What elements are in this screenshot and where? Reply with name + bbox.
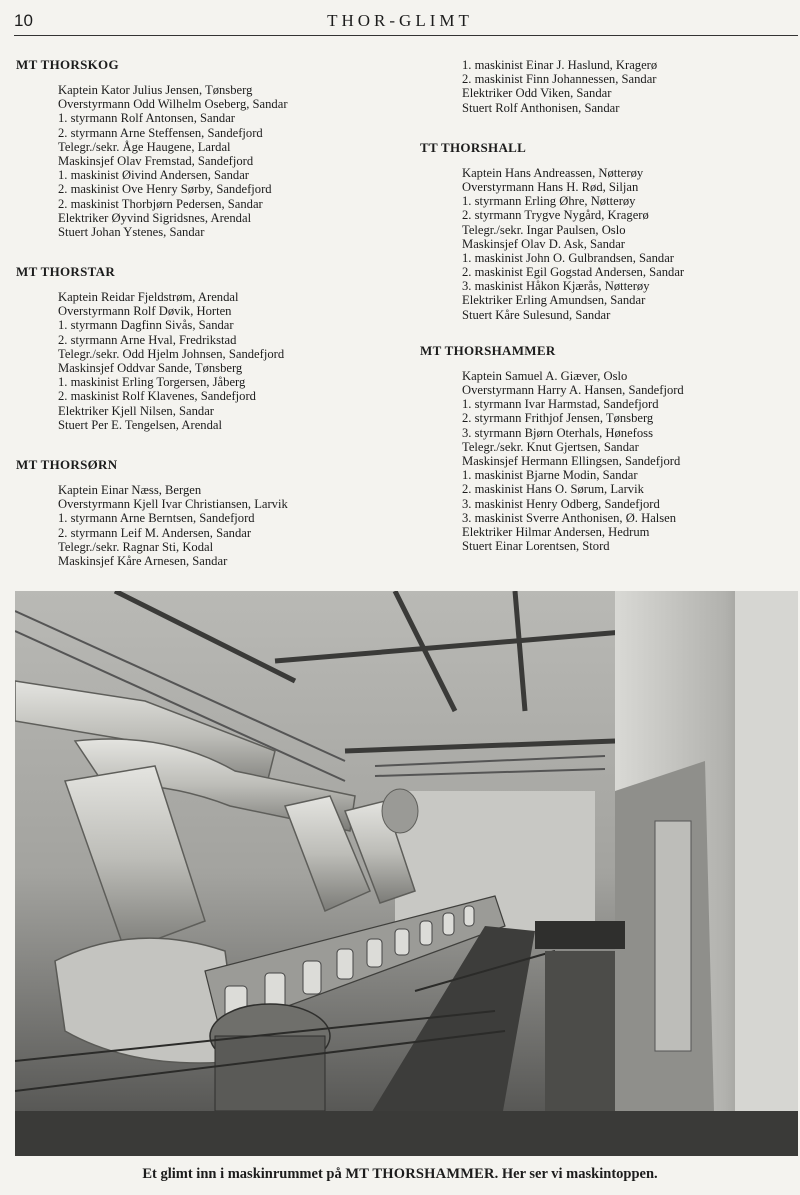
photo-caption — [0, 1166, 800, 1183]
crew-list — [16, 483, 406, 568]
crew-entry: Elektriker Kjell Nilsen, Sandar — [58, 403, 214, 418]
crew-entry: 2. maskinist Egil Gogstad Andersen, Sandar — [462, 265, 685, 280]
right-column — [420, 58, 798, 553]
crew-entry: 3. maskinist Henry Odberg, Sandefjord — [462, 496, 660, 511]
crew-entry: Overstyrmann Harry A. Hansen, Sandefjord — [462, 383, 684, 397]
crew-entry: Elektriker Odd Viken, Sandar — [462, 86, 612, 101]
crew-entry: Elektriker Øyvind Sigridsnes, Arendal — [58, 210, 252, 225]
crew-list — [420, 369, 798, 553]
crew-entry: 1. maskinist Erling Torgersen, Jåberg — [58, 375, 246, 390]
crew-entry: 2. styrmann Leif M. Andersen, Sandar — [58, 525, 252, 540]
crew-list — [16, 290, 406, 432]
ship-name: TT THORSHALL — [420, 139, 527, 155]
crew-entry: 1. maskinist Einar J. Haslund, Kragerø — [462, 58, 658, 72]
crew-entry: 2. maskinist Rolf Klavenes, Sandefjord — [58, 389, 256, 404]
section-spacer — [16, 432, 406, 458]
crew-entry: Telegr./sekr. Odd Hjelm Johnsen, Sandefjord — [58, 346, 285, 361]
crew-entry: Kaptein Hans Andreassen, Nøtterøy — [462, 165, 644, 180]
crew-entry: Stuert Kåre Sulesund, Sandar — [462, 307, 611, 322]
crew-entry: 1. maskinist Bjarne Modin, Sandar — [462, 468, 638, 483]
section-spacer — [16, 239, 406, 265]
crew-entry: Telegr./sekr. Knut Gjertsen, Sandar — [462, 439, 639, 454]
crew-entry: 2. maskinist Hans O. Sørum, Larvik — [462, 482, 644, 497]
engine-room-photo — [15, 591, 798, 1156]
crew-entry: Maskinsjef Olav Fremstad, Sandefjord — [58, 153, 254, 168]
crew-entry: 3. styrmann Bjørn Oterhals, Hønefoss — [462, 425, 653, 440]
crew-entry: Telegr./sekr. Ragnar Sti, Kodal — [58, 539, 214, 554]
ship-block-thorskog — [16, 58, 406, 239]
continued-crew-list — [420, 58, 798, 115]
ship-block-thorsorn — [16, 458, 406, 568]
crew-entry: Maskinsjef Hermann Ellingsen, Sandefjord — [462, 453, 681, 468]
crew-entry: Maskinsjef Kåre Arnesen, Sandar — [58, 553, 228, 568]
crew-entry: Overstyrmann Hans H. Rød, Siljan — [462, 179, 639, 194]
crew-entry: Stuert Rolf Anthonisen, Sandar — [462, 100, 620, 115]
ship-block-thorshall — [420, 141, 798, 322]
crew-entry: 1. styrmann Ivar Harmstad, Sandefjord — [462, 397, 659, 412]
caption-ship-name: MT THORSHAMMER — [345, 1166, 495, 1182]
crew-list — [16, 83, 406, 239]
crew-entry: Kaptein Kator Julius Jensen, Tønsberg — [58, 83, 253, 97]
ship-name: MT THORSØRN — [16, 456, 118, 472]
crew-entry: 1. maskinist John O. Gulbrandsen, Sandar — [462, 250, 674, 265]
crew-entry: 3. maskinist Håkon Kjærås, Nøtterøy — [462, 279, 650, 294]
crew-entry: 2. maskinist Thorbjørn Pedersen, Sandar — [58, 196, 263, 211]
crew-entry: Stuert Per E. Tengelsen, Arendal — [58, 417, 222, 432]
section-spacer — [420, 322, 798, 344]
header-rule — [14, 35, 798, 36]
crew-entry: 2. styrmann Arne Steffensen, Sandefjord — [58, 125, 263, 140]
crew-entry: Telegr./sekr. Ingar Paulsen, Oslo — [462, 222, 626, 237]
crew-entry: Elektriker Hilmar Andersen, Hedrum — [462, 524, 650, 539]
crew-entry: Elektriker Erling Amundsen, Sandar — [462, 293, 646, 308]
crew-entry: Kaptein Einar Næss, Bergen — [58, 482, 202, 497]
page-number: 10 — [14, 11, 33, 30]
page-header — [0, 0, 800, 40]
ship-name: MT THORSHAMMER — [420, 342, 556, 358]
ship-name: MT THORSTAR — [16, 264, 116, 280]
caption-text-start: Et glimt inn i maskinrummet på — [142, 1166, 346, 1182]
crew-entry: 2. styrmann Frithjof Jensen, Tønsberg — [462, 411, 654, 426]
crew-entry: 1. styrmann Rolf Antonsen, Sandar — [58, 111, 235, 126]
crew-entry: Stuert Johan Ystenes, Sandar — [58, 224, 205, 239]
crew-entry: 1. styrmann Arne Berntsen, Sandefjord — [58, 511, 255, 526]
crew-entry: 2. maskinist Ove Henry Sørby, Sandefjord — [58, 182, 272, 197]
crew-entry: Overstyrmann Rolf Døvik, Horten — [58, 304, 232, 319]
crew-entry: 1. styrmann Erling Øhre, Nøtterøy — [462, 194, 636, 209]
publication-title: THOR-GLIMT — [327, 11, 473, 30]
crew-entry: Kaptein Reidar Fjeldstrøm, Arendal — [58, 290, 239, 305]
ship-block-thorshammer — [420, 344, 798, 553]
crew-entry: 1. maskinist Øivind Andersen, Sandar — [58, 168, 249, 183]
crew-entry: 3. maskinist Sverre Anthonisen, Ø. Halsen — [462, 510, 677, 525]
crew-entry: Kaptein Samuel A. Giæver, Oslo — [462, 368, 628, 383]
left-column — [16, 58, 406, 568]
crew-entry: 1. styrmann Dagfinn Sivås, Sandar — [58, 318, 234, 333]
crew-entry: 2. styrmann Arne Hval, Fredrikstad — [58, 332, 237, 347]
crew-entry: Overstyrmann Kjell Ivar Christiansen, Larvik — [58, 497, 288, 512]
crew-entry: 2. maskinist Finn Johannessen, Sandar — [462, 72, 657, 87]
section-spacer — [420, 115, 798, 141]
crew-entry: 2. styrmann Trygve Nygård, Kragerø — [462, 208, 649, 223]
crew-list — [420, 166, 798, 322]
crew-entry: Maskinsjef Olav D. Ask, Sandar — [462, 236, 625, 251]
crew-entry: Maskinsjef Oddvar Sande, Tønsberg — [58, 361, 243, 375]
ship-block-thorstar — [16, 265, 406, 432]
crew-entry: Stuert Einar Lorentsen, Stord — [462, 539, 610, 554]
crew-entry: Overstyrmann Odd Wilhelm Oseberg, Sandar — [58, 97, 288, 112]
ship-name: MT THORSKOG — [16, 57, 119, 72]
crew-entry: Telegr./sekr. Åge Haugene, Lardal — [58, 139, 231, 154]
caption-text-end: . Her ser vi maskintoppen. — [494, 1166, 658, 1182]
